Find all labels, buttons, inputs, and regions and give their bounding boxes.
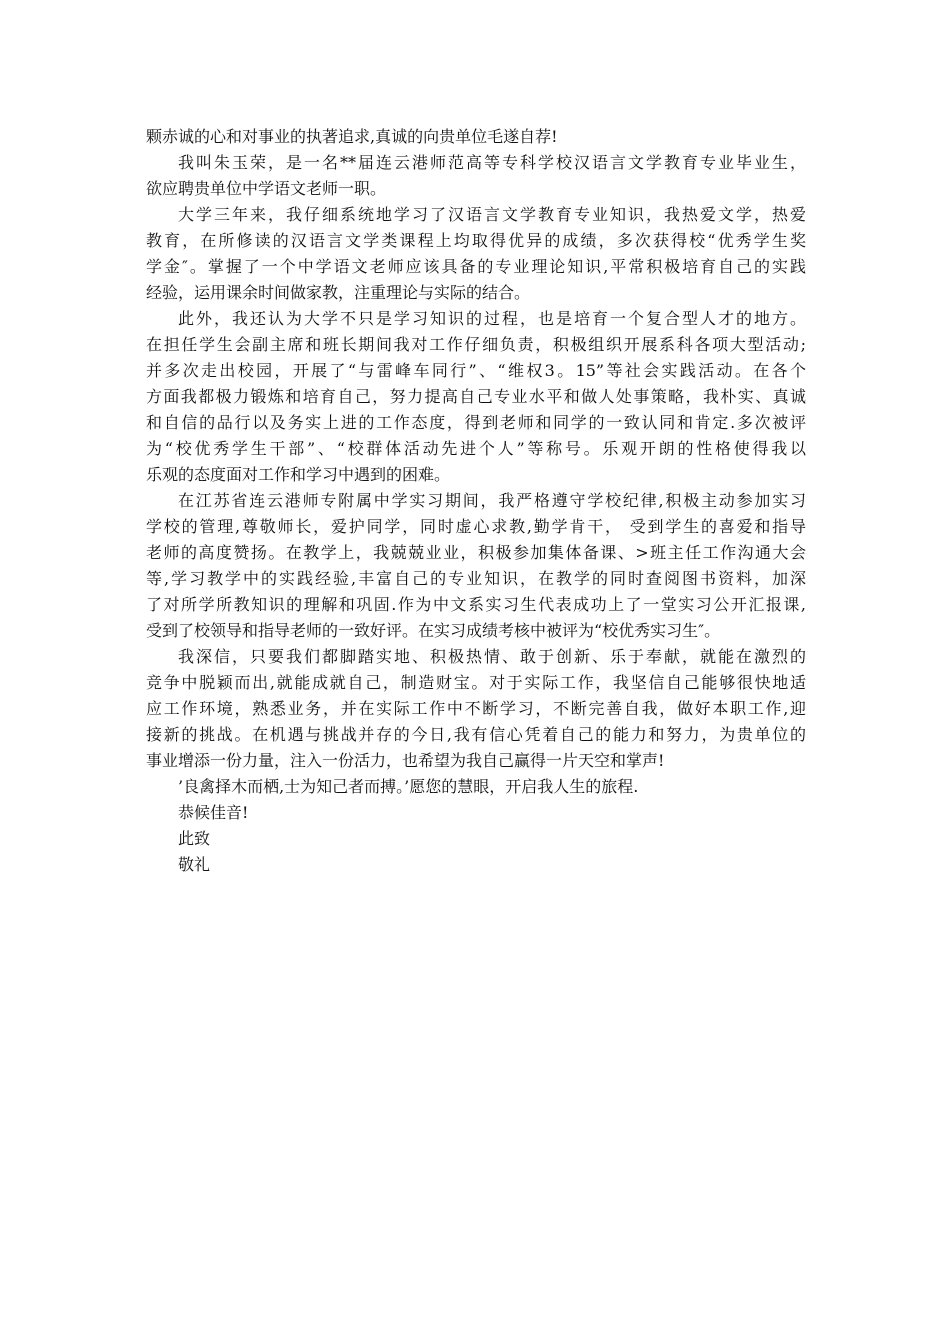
- text-line: 受到了校领导和指导老师的一致好评。在实习成绩考核中被评为“校优秀实习生″。: [146, 621, 721, 640]
- text-line: 欲应聘贵单位中学语文老师一职。: [146, 179, 387, 198]
- text-line: 颗赤诚的心和对事业的执著追求,真诚的向贵单位毛遂自荐!: [146, 127, 558, 146]
- text-line: 教育，在所修读的汉语言文学类课程上均取得优异的成绩，多次获得校“优秀学生奖: [146, 231, 806, 250]
- salutation-line: 此致: [178, 829, 211, 848]
- paragraph-first-line: 大学三年来，我仔细系统地学习了汉语言文学教育专业知识，我热爱文学，热爱: [178, 205, 806, 224]
- paragraph-first-line: 我深信，只要我们都脚踏实地、积极热情、敢于创新、乐于奉献，就能在激烈的: [178, 647, 806, 666]
- text-line: 了对所学所教知识的理解和巩固.作为中文系实习生代表成功上了一堂实习公开汇报课,: [146, 595, 806, 614]
- closing-line: 恭候佳音!: [178, 803, 249, 822]
- text-line: 接新的挑战。在机遇与挑战并存的今日,我有信心凭着自己的能力和努力，为贵单位的: [146, 725, 806, 744]
- text-line: 为“校优秀学生干部”、“校群体活动先进个人”等称号。乐观开朗的性格使得我以: [146, 439, 806, 458]
- text-line: 方面我都极力锻炼和培育自己，努力提高自己专业水平和做人处事策略，我朴实、真诚: [146, 387, 806, 406]
- paragraph-first-line: 我叫朱玉荣，是一名**届连云港师范高等专科学校汉语言文学教育专业毕业生，: [178, 153, 806, 172]
- text-line: 和自信的品行以及务实上进的工作态度，得到老师和同学的一致认同和肯定.多次被评: [146, 413, 806, 432]
- text-line: 乐观的态度面对工作和学习中遇到的困难。: [146, 465, 451, 484]
- text-line: 老师的高度赞扬。在教学上，我兢兢业业，积极参加集体备课、>班主任工作沟通大会: [146, 543, 806, 562]
- text-line: 学金″。掌握了一个中学语文老师应该具备的专业理论知识,平常积极培育自己的实践: [146, 257, 806, 276]
- text-line: 应工作环境，熟悉业务，并在实际工作中不断学习，不断完善自我，做好本职工作,迎: [146, 699, 806, 718]
- paragraph-first-line: 此外，我还认为大学不只是学习知识的过程，也是培育一个复合型人才的地方。: [178, 309, 806, 328]
- cover-letter-body: [146, 124, 806, 878]
- text-line: 竞争中脱颖而出,就能成就自己，制造财宝。对于实际工作，我坚信自己能够很快地适: [146, 673, 806, 692]
- quote-line: ’良禽择木而栖,士为知己者而搏。’愿您的慧眼，开启我人生的旅程.: [178, 777, 639, 796]
- text-line: 等,学习教学中的实践经验,丰富自己的专业知识，在教学的同时查阅图书资料，加深: [146, 569, 806, 588]
- text-line: 经验，运用课余时间做家教，注重理论与实际的结合。: [146, 283, 531, 302]
- paragraph-first-line: 在江苏省连云港师专附属中学实习期间，我严格遵守学校纪律,积极主动参加实习: [178, 491, 806, 510]
- salutation-line: 敬礼: [178, 855, 211, 874]
- text-line: 在担任学生会副主席和班长期间我对工作仔细负责，积极组织开展系科各项大型活动;: [146, 335, 806, 354]
- text-line: 并多次走出校园，开展了“与雷峰车同行”、“维权3。15”等社会实践活动。在各个: [146, 361, 806, 380]
- text-line: 学校的管理,尊敬师长，爱护同学，同时虚心求教,勤学肯干， 受到学生的喜爱和指导: [146, 517, 806, 536]
- text-line: 事业增添一份力量，注入一份活力，也希望为我自己赢得一片天空和掌声!: [146, 751, 665, 770]
